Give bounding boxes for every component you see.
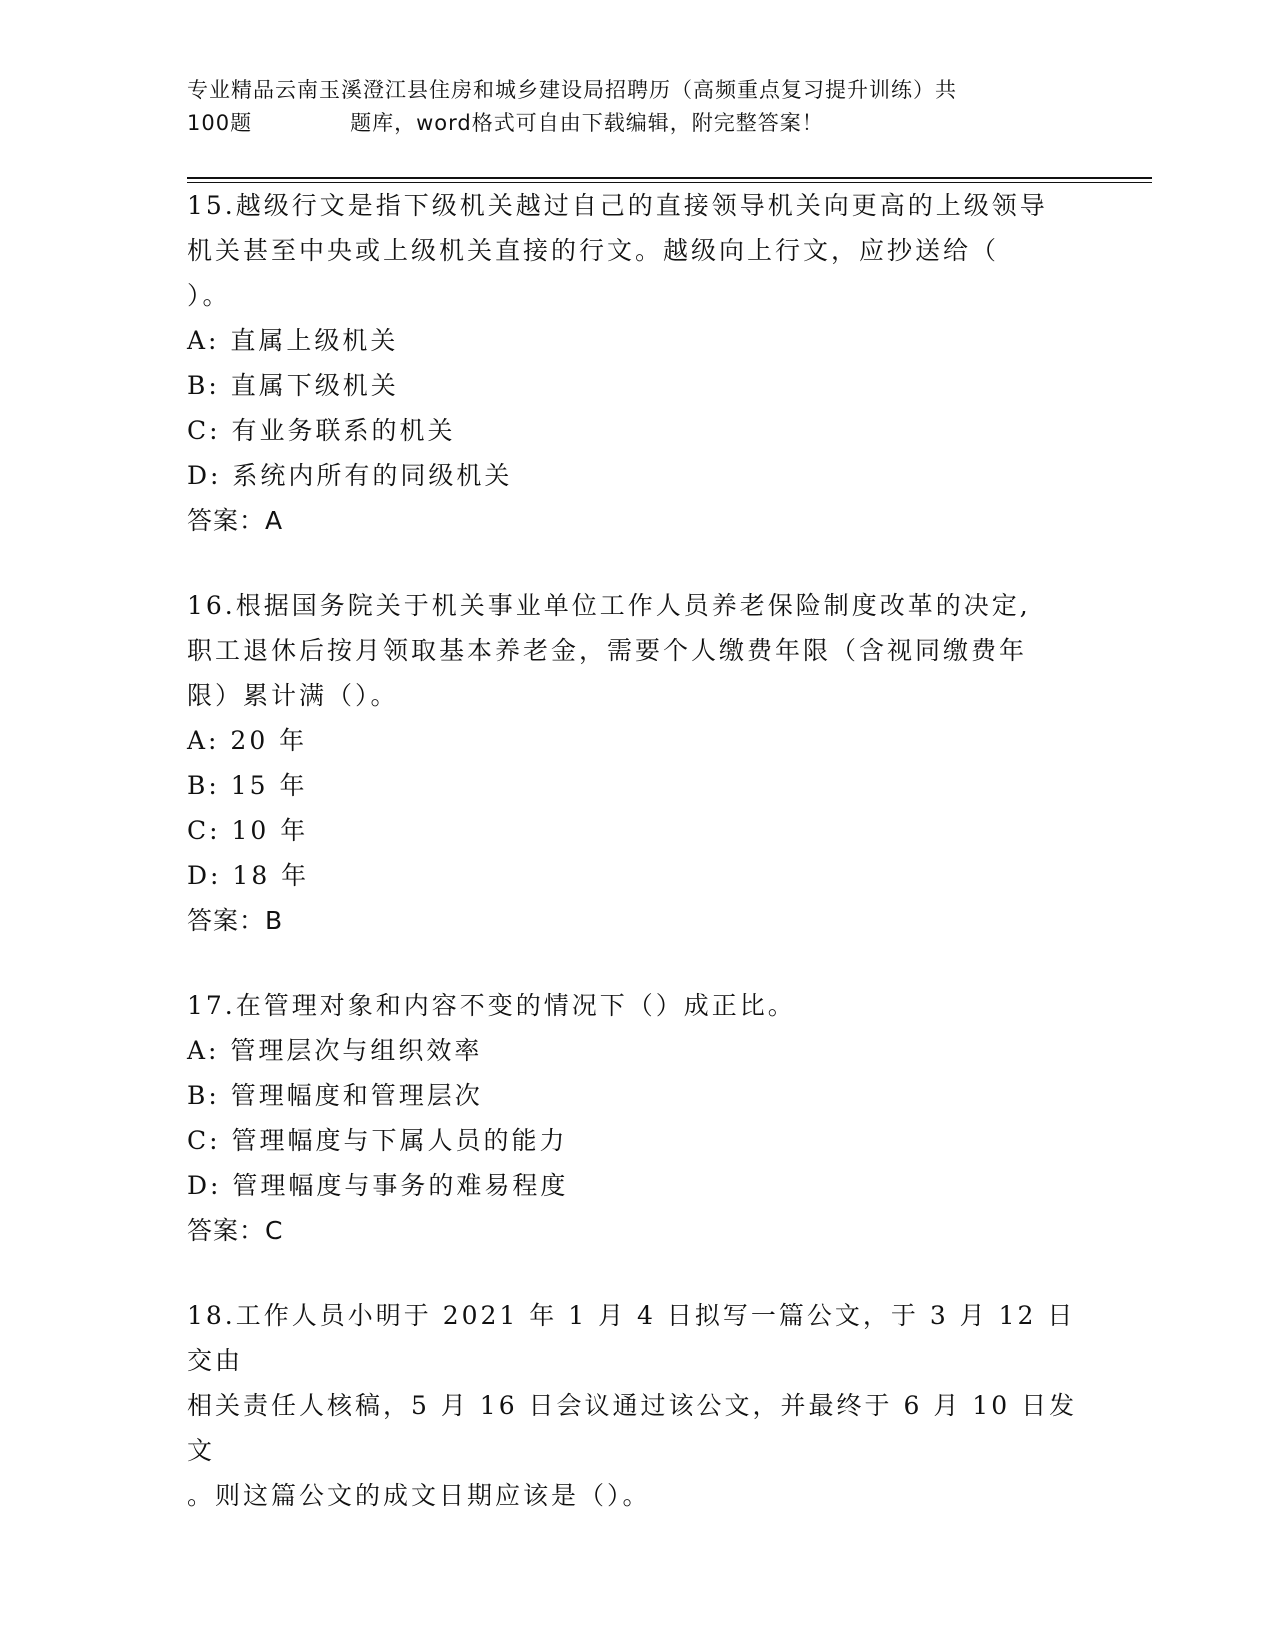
header-question-count: 100题: [187, 111, 253, 135]
question-text-line: 18.工作人员小明于 2021 年 1 月 4 日拟写一篇公文，于 3 月 12 日交由: [187, 1301, 1076, 1375]
option-b: B: 15 年: [187, 771, 308, 800]
question-17: [187, 983, 1087, 1253]
option-d: D: 管理幅度与事务的难易程度: [187, 1171, 569, 1200]
question-15: [187, 183, 1087, 543]
option-c: C: 有业务联系的机关: [187, 416, 456, 445]
answer: 答案：B: [187, 906, 284, 935]
option-a: A: 20 年: [187, 726, 308, 755]
header-title-line1: 专业精品云南玉溪澄江县住房和城乡建设局招聘历（高频重点复习提升训练）共: [187, 78, 957, 102]
question-text-line: 相关责任人核稿，5 月 16 日会议通过该公文，并最终于 6 月 10 日发文: [187, 1391, 1078, 1465]
question-text-line: 15.越级行文是指下级机关越过自己的直接领导机关向更高的上级领导: [187, 191, 1048, 220]
question-text-line: 。则这篇公文的成文日期应该是（）。: [187, 1481, 651, 1510]
option-a: A: 直属上级机关: [187, 326, 399, 355]
question-text-line: 机关甚至中央或上级机关直接的行文。越级向上行文，应抄送给（: [187, 236, 1000, 265]
option-b: B: 管理幅度和管理层次: [187, 1081, 483, 1110]
header-title-line2: [187, 107, 1087, 140]
option-b: B: 直属下级机关: [187, 371, 399, 400]
question-18: [187, 1293, 1087, 1518]
header-divider-thick: [187, 177, 1152, 179]
answer: 答案：C: [187, 1216, 284, 1245]
question-text-line: ）。: [187, 281, 231, 310]
option-d: D: 系统内所有的同级机关: [187, 461, 513, 490]
answer: 答案：A: [187, 506, 284, 535]
document-header: [187, 74, 1087, 140]
option-a: A: 管理层次与组织效率: [187, 1036, 483, 1065]
question-text-line: 17.在管理对象和内容不变的情况下（）成正比。: [187, 991, 796, 1020]
question-text-line: 16.根据国务院关于机关事业单位工作人员养老保险制度改革的决定,: [187, 591, 1031, 620]
option-c: C: 10 年: [187, 816, 309, 845]
question-text-line: 限）累计满（）。: [187, 681, 399, 710]
option-c: C: 管理幅度与下属人员的能力: [187, 1126, 568, 1155]
question-16: [187, 583, 1087, 943]
question-text-line: 职工退休后按月领取基本养老金，需要个人缴费年限（含视同缴费年: [187, 636, 1028, 665]
option-d: D: 18 年: [187, 861, 310, 890]
header-subtitle: 题库，word格式可自由下载编辑，附完整答案！: [350, 111, 824, 135]
